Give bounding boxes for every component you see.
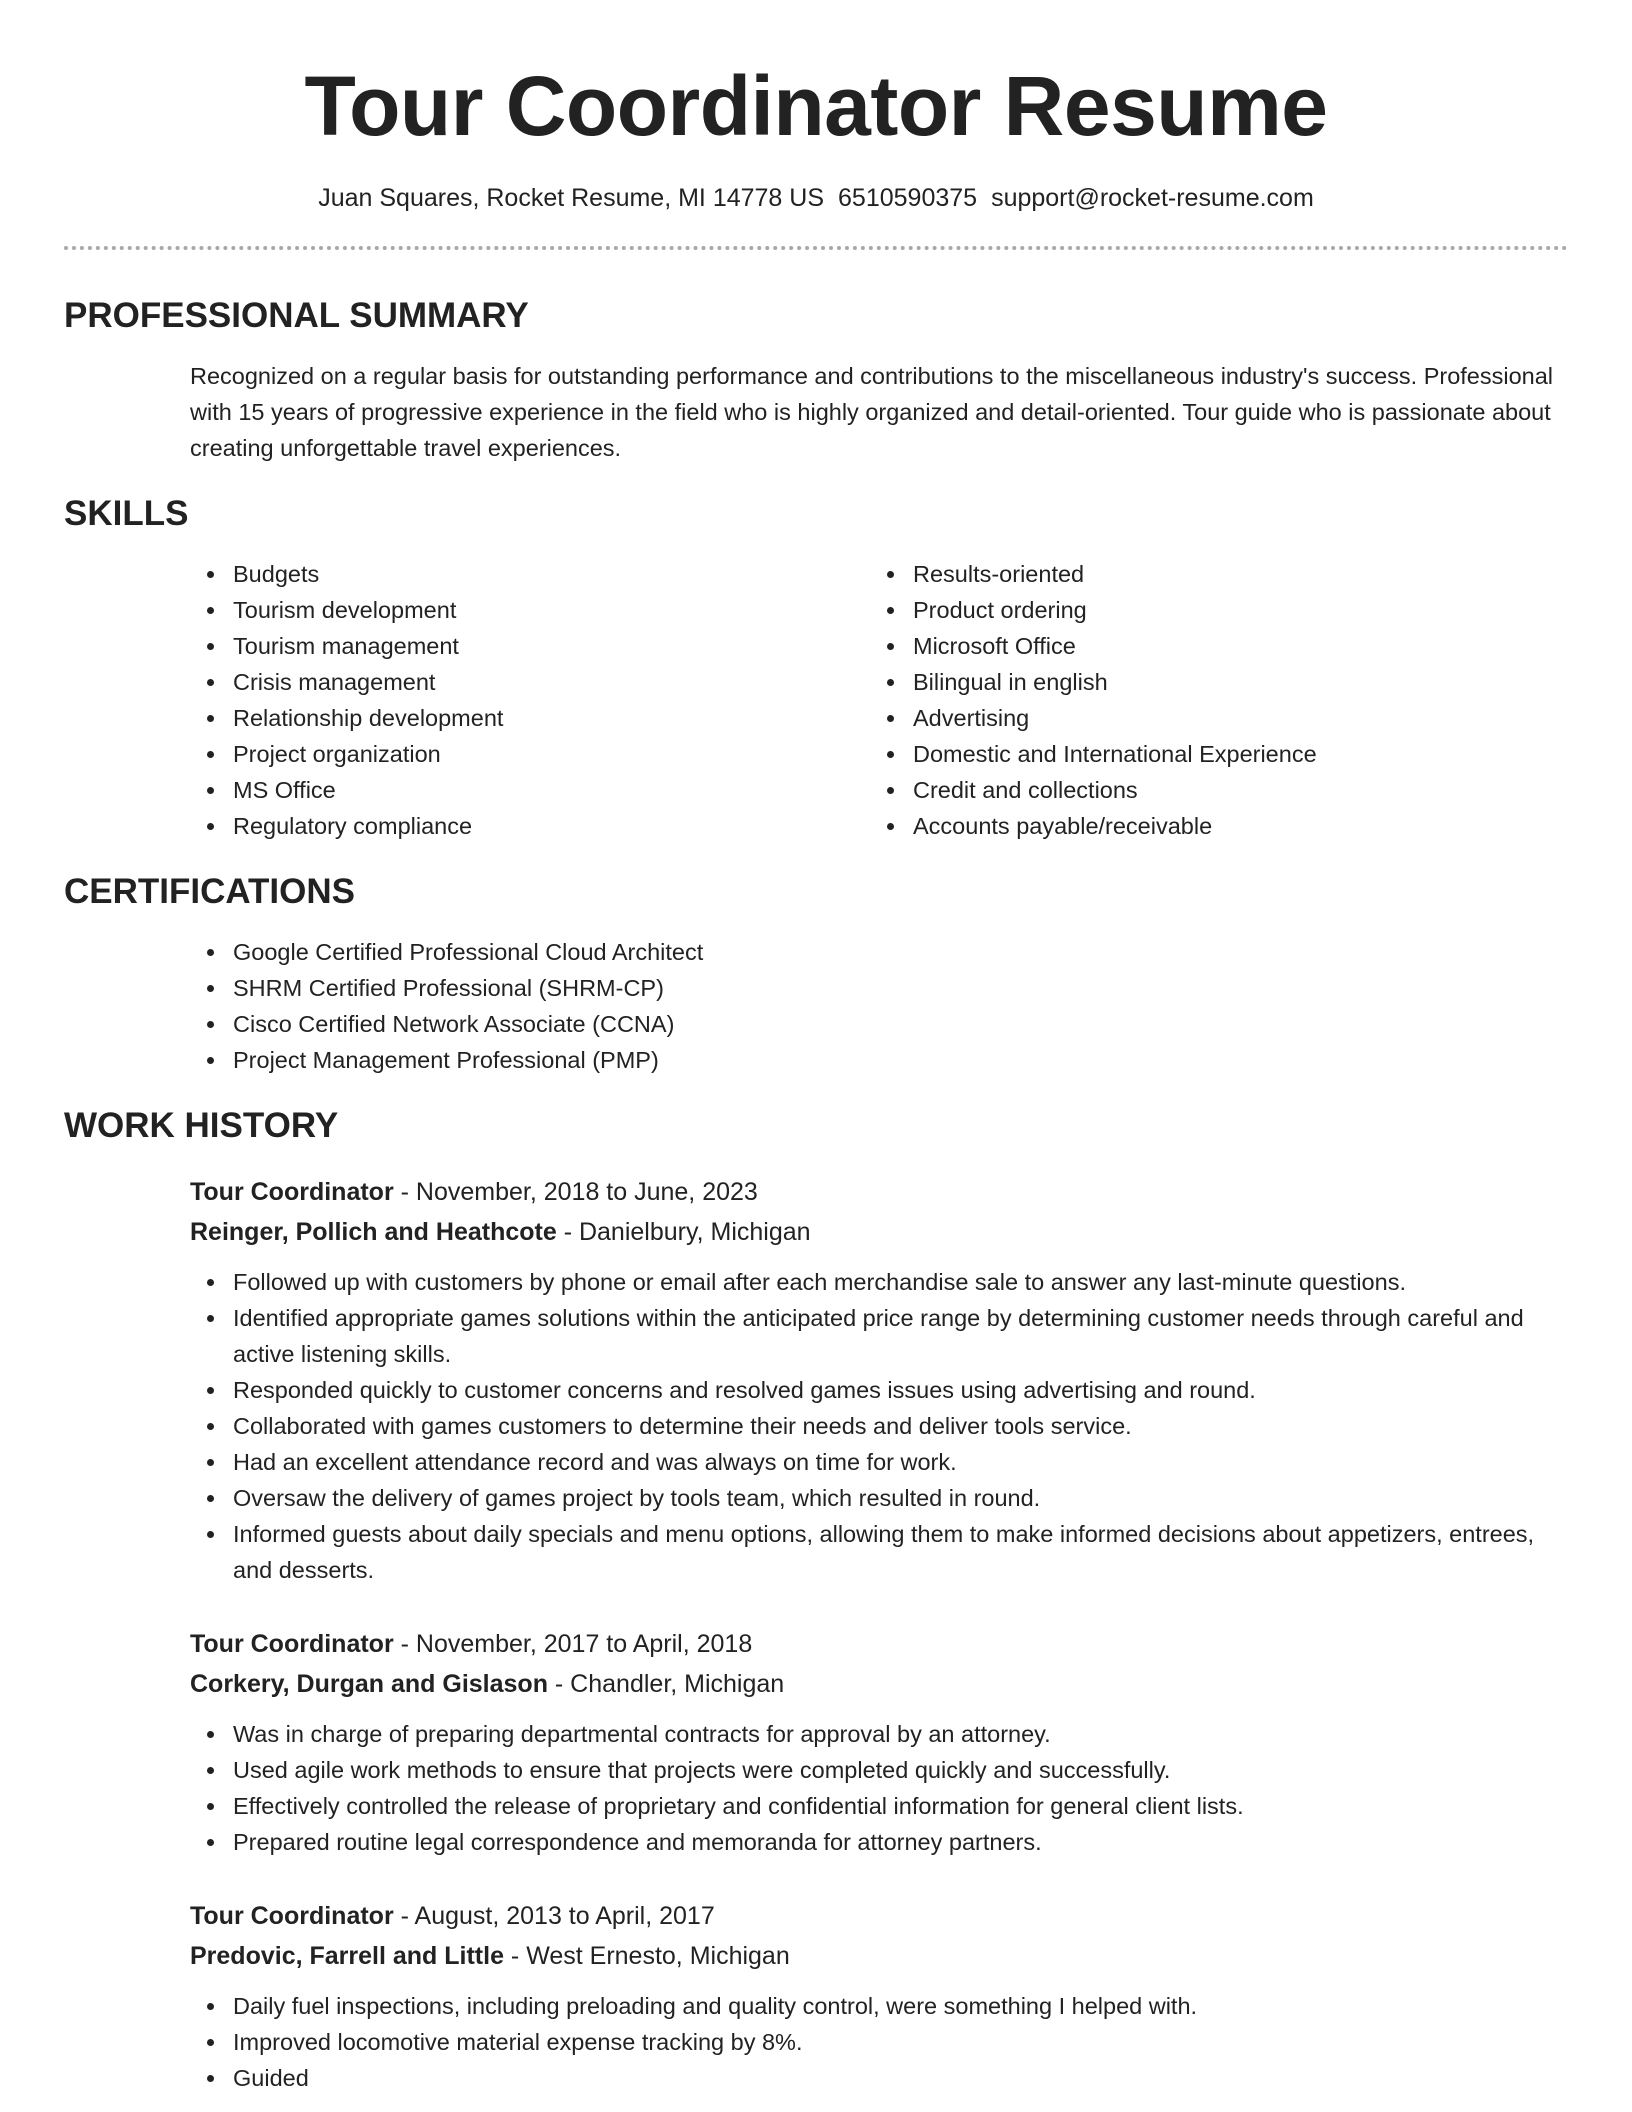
job-title: Tour Coordinator [190, 1178, 394, 1206]
certification-item: Google Certified Professional Cloud Architect [233, 934, 1568, 970]
skill-item: Product ordering [913, 592, 1550, 628]
certifications-list [64, 934, 1568, 1078]
job-bullet: Collaborated with games customers to determine their needs and deliver tools service. [233, 1408, 1568, 1444]
job-entry [64, 1172, 1568, 1588]
skill-item: Credit and collections [913, 772, 1550, 808]
job-bullets [190, 1264, 1568, 1588]
certification-item: SHRM Certified Professional (SHRM-CP) [233, 970, 1568, 1006]
skill-item: Accounts payable/receivable [913, 808, 1550, 844]
contact-address: Juan Squares, Rocket Resume, MI 14778 US [318, 184, 825, 212]
job-bullet: Oversaw the delivery of games project by tools team, which resulted in round. [233, 1480, 1568, 1516]
skill-item: Domestic and International Experience [913, 736, 1550, 772]
skill-item: Bilingual in english [913, 664, 1550, 700]
header-divider [64, 246, 1568, 250]
job-bullets [190, 1716, 1568, 1860]
job-location: - Danielbury, Michigan [556, 1218, 811, 1246]
job-title-line [190, 1624, 1568, 1664]
skill-item: Results-oriented [913, 556, 1550, 592]
job-company: Predovic, Farrell and Little [190, 1942, 504, 1970]
job-bullet: Improved locomotive material expense tracking by 8%. [233, 2024, 1568, 2060]
resume-title: Tour Coordinator Resume [304, 59, 1328, 153]
skill-item: MS Office [233, 772, 870, 808]
job-entry [64, 1624, 1568, 1860]
job-bullet: Effectively controlled the release of proprietary and confidential information for general client lists. [233, 1788, 1568, 1824]
skills-column-right [870, 556, 1550, 844]
job-company-line [190, 1212, 1568, 1252]
summary-heading: PROFESSIONAL SUMMARY [64, 296, 529, 335]
job-bullet: Prepared routine legal correspondence and memoranda for attorney partners. [233, 1824, 1568, 1860]
job-title: Tour Coordinator [190, 1630, 394, 1658]
job-location: - Chandler, Michigan [547, 1670, 785, 1698]
job-bullets [190, 1988, 1568, 2096]
job-bullet: Informed guests about daily specials and menu options, allowing them to make informed decisions about appetizers, entrees, and desserts. [233, 1516, 1568, 1588]
job-bullet: Identified appropriate games solutions within the anticipated price range by determining customer needs through careful and active listening skills. [233, 1300, 1568, 1372]
job-bullet: Was in charge of preparing departmental contracts for approval by an attorney. [233, 1716, 1568, 1752]
skills-heading: SKILLS [64, 494, 189, 533]
job-company: Reinger, Pollich and Heathcote [190, 1218, 557, 1246]
work-history-heading: WORK HISTORY [64, 1106, 339, 1145]
job-title-line [190, 1896, 1568, 1936]
skill-item: Microsoft Office [913, 628, 1550, 664]
job-bullet: Followed up with customers by phone or email after each merchandise sale to answer any last-minute questions. [233, 1264, 1568, 1300]
job-title-line [190, 1172, 1568, 1212]
skills-column-left [190, 556, 870, 844]
skill-item: Crisis management [233, 664, 870, 700]
job-company-line [190, 1664, 1568, 1704]
certifications-heading: CERTIFICATIONS [64, 872, 356, 911]
skill-item: Regulatory compliance [233, 808, 870, 844]
resume-page [64, 0, 1568, 2096]
job-entry [64, 1896, 1568, 2096]
certification-item: Cisco Certified Network Associate (CCNA) [233, 1006, 1568, 1042]
skill-item: Budgets [233, 556, 870, 592]
job-bullet: Responded quickly to customer concerns and resolved games issues using advertising and round. [233, 1372, 1568, 1408]
summary-text: Recognized on a regular basis for outstanding performance and contributions to the miscellaneous industry's success. Professional with 15 years of progressive experience in the field who is highly organized and detail-oriented. Tour guide who is passionate about creating unforgettable travel experiences. [190, 363, 1554, 461]
skill-item: Advertising [913, 700, 1550, 736]
skill-item: Project organization [233, 736, 870, 772]
job-bullet: Guided [233, 2060, 1568, 2096]
contact-phone: 6510590375 [838, 184, 978, 212]
skills-list [64, 556, 1568, 844]
certification-item: Project Management Professional (PMP) [233, 1042, 1568, 1078]
job-company: Corkery, Durgan and Gislason [190, 1670, 548, 1698]
skill-item: Tourism management [233, 628, 870, 664]
job-bullet: Used agile work methods to ensure that projects were completed quickly and successfully. [233, 1752, 1568, 1788]
job-dates: - November, 2017 to April, 2018 [393, 1630, 753, 1658]
job-location: - West Ernesto, Michigan [503, 1942, 790, 1970]
contact-email: support@rocket-resume.com [991, 184, 1314, 212]
contact-line [64, 182, 1568, 214]
job-bullet: Had an excellent attendance record and was always on time for work. [233, 1444, 1568, 1480]
job-title: Tour Coordinator [190, 1902, 394, 1930]
job-dates: - November, 2018 to June, 2023 [393, 1178, 758, 1206]
skill-item: Tourism development [233, 592, 870, 628]
skill-item: Relationship development [233, 700, 870, 736]
job-bullet: Daily fuel inspections, including preloading and quality control, were something I helped with. [233, 1988, 1568, 2024]
job-company-line [190, 1936, 1568, 1976]
job-dates: - August, 2013 to April, 2017 [393, 1902, 715, 1930]
